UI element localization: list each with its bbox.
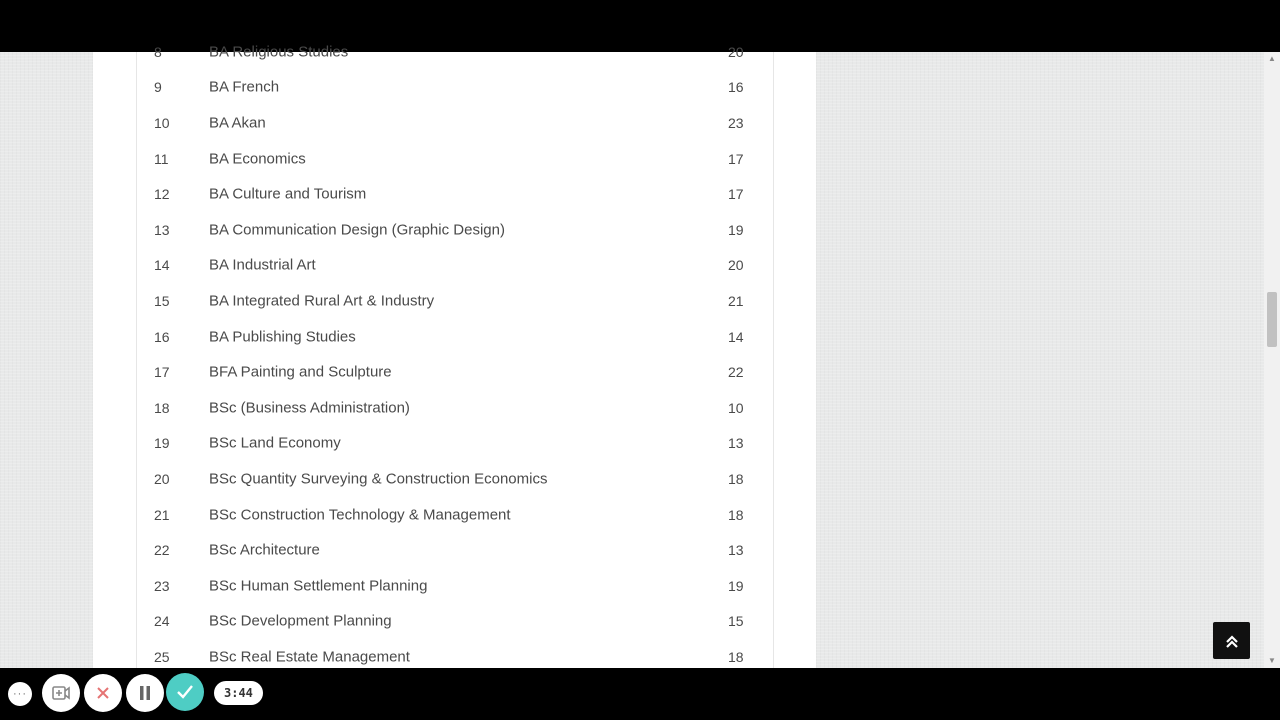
table-row (137, 141, 773, 177)
row-number: 23 (154, 577, 170, 594)
table-row (137, 604, 773, 640)
admission-table (136, 43, 774, 668)
scrollbar-thumb[interactable] (1267, 292, 1277, 347)
program-name: BSc Land Economy (209, 434, 341, 452)
table-row (137, 568, 773, 604)
row-number: 14 (154, 257, 170, 274)
program-name: BA Publishing Studies (209, 328, 356, 346)
row-number: 9 (154, 79, 162, 96)
scroll-down-icon[interactable]: ▼ (1268, 656, 1276, 665)
program-name: BA Economics (209, 150, 306, 168)
row-number: 11 (154, 150, 169, 167)
table-row (137, 176, 773, 212)
camera-toggle-button[interactable] (42, 674, 80, 712)
program-name: BSc Development Planning (209, 612, 392, 630)
cutoff-value: 18 (728, 506, 744, 523)
cutoff-value: 21 (728, 292, 744, 309)
program-name: BA French (209, 78, 280, 96)
finish-recording-button[interactable] (166, 673, 204, 711)
double-chevron-up-icon (1225, 634, 1239, 648)
screen-recorder-toolbar (8, 673, 258, 713)
table-row (137, 426, 773, 462)
program-name: BA Communication Design (Graphic Design) (209, 221, 505, 239)
cutoff-value: 17 (728, 186, 744, 203)
row-number: 10 (154, 114, 170, 131)
row-number: 18 (154, 399, 170, 416)
program-name: BSc Quantity Surveying & Construction Economics (209, 470, 548, 488)
page-viewport (0, 43, 1280, 700)
recording-timer: 3:44 (214, 681, 263, 705)
cutoff-value: 10 (728, 399, 744, 416)
camera-toggle-icon (51, 683, 71, 703)
row-number: 22 (154, 542, 170, 559)
row-number: 20 (154, 470, 170, 487)
scrollbar[interactable] (1264, 52, 1280, 668)
row-number: 15 (154, 292, 170, 309)
table-row (137, 70, 773, 106)
program-name: BFA Painting and Sculpture (209, 363, 392, 381)
table-row (137, 319, 773, 355)
row-number: 21 (154, 506, 170, 523)
table-row (137, 532, 773, 568)
cutoff-value: 13 (728, 542, 744, 559)
program-name: BA Industrial Art (209, 256, 316, 274)
table-row (137, 497, 773, 533)
row-number: 19 (154, 435, 170, 452)
pause-icon (138, 685, 152, 701)
program-name: BA Integrated Rural Art & Industry (209, 292, 435, 310)
row-number: 16 (154, 328, 170, 345)
table-row (137, 639, 773, 675)
cancel-recording-button[interactable] (84, 674, 122, 712)
cutoff-value: 17 (728, 150, 744, 167)
program-name: BA Religious Studies (209, 43, 349, 61)
table-row (137, 212, 773, 248)
scroll-up-icon[interactable]: ▲ (1268, 54, 1276, 63)
table-row (137, 34, 773, 70)
table-row (137, 354, 773, 390)
program-name: BSc Real Estate Management (209, 648, 410, 666)
table-row (137, 248, 773, 284)
content-column (93, 43, 816, 668)
program-name: BSc Human Settlement Planning (209, 577, 428, 595)
program-name: BSc Construction Technology & Management (209, 506, 511, 524)
program-name: BSc Architecture (209, 541, 320, 559)
cutoff-value: 20 (728, 43, 744, 60)
done-check-icon (176, 683, 194, 701)
row-number: 13 (154, 221, 170, 238)
program-name: BA Culture and Tourism (209, 185, 367, 203)
row-number: 12 (154, 186, 170, 203)
more-options-button[interactable] (8, 682, 32, 706)
cutoff-value: 23 (728, 114, 744, 131)
cutoff-value: 19 (728, 577, 744, 594)
cutoff-value: 22 (728, 364, 744, 381)
cutoff-value: 18 (728, 648, 744, 665)
pause-recording-button[interactable] (126, 674, 164, 712)
cutoff-value: 15 (728, 613, 744, 630)
cutoff-value: 14 (728, 328, 744, 345)
table-body (137, 34, 773, 675)
cutoff-value: 20 (728, 257, 744, 274)
row-number: 24 (154, 613, 170, 630)
more-options-icon: ··· (13, 688, 27, 700)
cutoff-value: 18 (728, 470, 744, 487)
row-number: 25 (154, 648, 170, 665)
table-row (137, 461, 773, 497)
cutoff-value: 13 (728, 435, 744, 452)
row-number: 17 (154, 364, 170, 381)
table-row (137, 390, 773, 426)
program-name: BA Akan (209, 114, 266, 132)
row-number: 8 (154, 43, 162, 60)
cutoff-value: 16 (728, 79, 744, 96)
table-row (137, 105, 773, 141)
table-row (137, 283, 773, 319)
cancel-icon (96, 686, 110, 700)
scroll-to-top-button[interactable] (1213, 622, 1250, 659)
program-name: BSc (Business Administration) (209, 399, 410, 417)
cutoff-value: 19 (728, 221, 744, 238)
